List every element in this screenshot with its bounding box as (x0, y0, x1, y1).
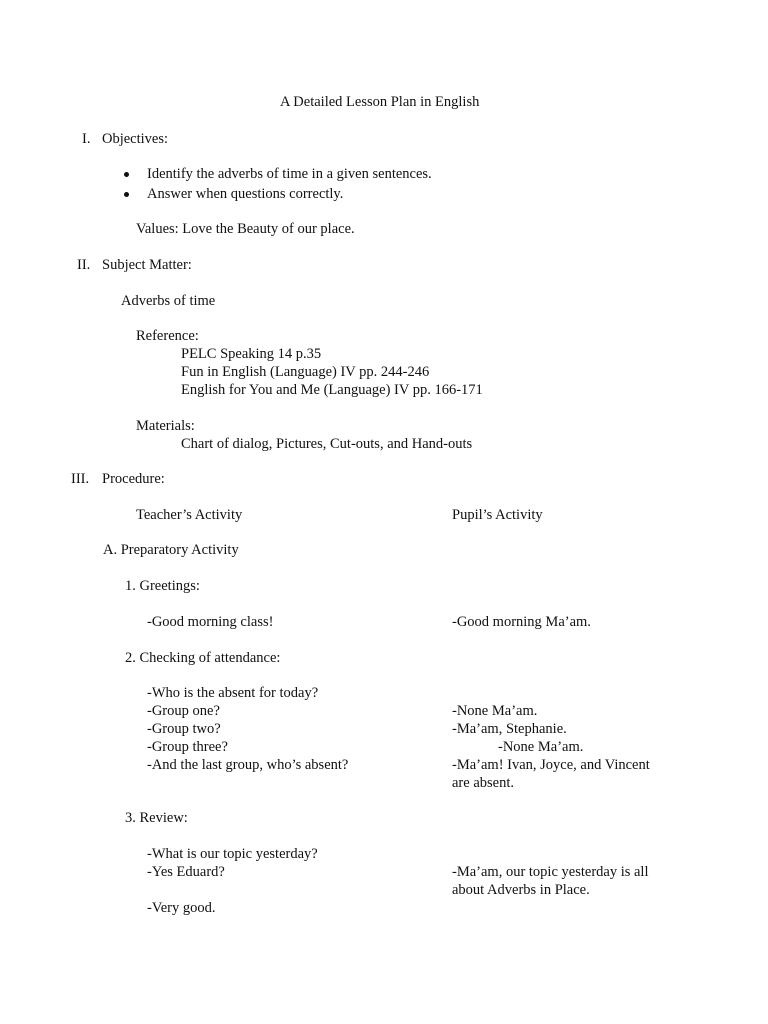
procedure-numeral: III. (71, 471, 90, 487)
objectives-numeral: I. (82, 131, 91, 147)
objectives-heading: Objectives: (102, 131, 169, 147)
subject-topic: Adverbs of time (121, 293, 216, 309)
greetings-label: 1. Greetings: (125, 578, 200, 594)
subject-matter-heading: Subject Matter: (102, 257, 192, 273)
subject-matter-numeral: II. (77, 257, 91, 273)
pupil-line: -None Ma’am. (498, 739, 584, 755)
pupil-line: are absent. (452, 775, 514, 791)
reference-item: English for You and Me (Language) IV pp. 166-171 (181, 382, 483, 398)
pupil-line: -Ma’am! Ivan, Joyce, and Vincent (452, 757, 650, 773)
pupil-line: -Ma’am, Stephanie. (452, 721, 567, 737)
teacher-line: -Group one? (147, 703, 220, 719)
teacher-line: -Group two? (147, 721, 221, 737)
teacher-line: -Yes Eduard? (147, 864, 225, 880)
teacher-line: -Group three? (147, 739, 228, 755)
reference-label: Reference: (136, 328, 199, 344)
pupil-line: -Ma’am, our topic yesterday is all (452, 864, 649, 880)
materials-label: Materials: (136, 418, 195, 434)
teacher-line: -Good morning class! (147, 614, 274, 630)
teacher-column-header: Teacher’s Activity (136, 507, 243, 523)
objective-item: Identify the adverbs of time in a given sentences. (147, 166, 432, 182)
procedure-heading: Procedure: (102, 471, 165, 487)
pupil-column-header: Pupil’s Activity (452, 507, 543, 523)
teacher-line: -Very good. (147, 900, 216, 916)
materials-list: Chart of dialog, Pictures, Cut-outs, and Hand-outs (181, 436, 473, 452)
document-title: A Detailed Lesson Plan in English (280, 94, 480, 110)
teacher-line: -What is our topic yesterday? (147, 846, 318, 862)
bullet-icon (124, 172, 129, 177)
bullet-icon (124, 192, 129, 197)
objective-item: Answer when questions correctly. (147, 186, 344, 202)
attendance-label: 2. Checking of attendance: (125, 650, 281, 666)
teacher-line: -Who is the absent for today? (147, 685, 319, 701)
teacher-line: -And the last group, who’s absent? (147, 757, 349, 773)
section-a-heading: A. Preparatory Activity (103, 542, 239, 558)
reference-item: PELC Speaking 14 p.35 (181, 346, 322, 362)
values-line: Values: Love the Beauty of our place. (136, 221, 355, 237)
pupil-line: -None Ma’am. (452, 703, 538, 719)
reference-item: Fun in English (Language) IV pp. 244-246 (181, 364, 430, 380)
review-label: 3. Review: (125, 810, 188, 826)
pupil-line: about Adverbs in Place. (452, 882, 590, 898)
pupil-line: -Good morning Ma’am. (452, 614, 591, 630)
